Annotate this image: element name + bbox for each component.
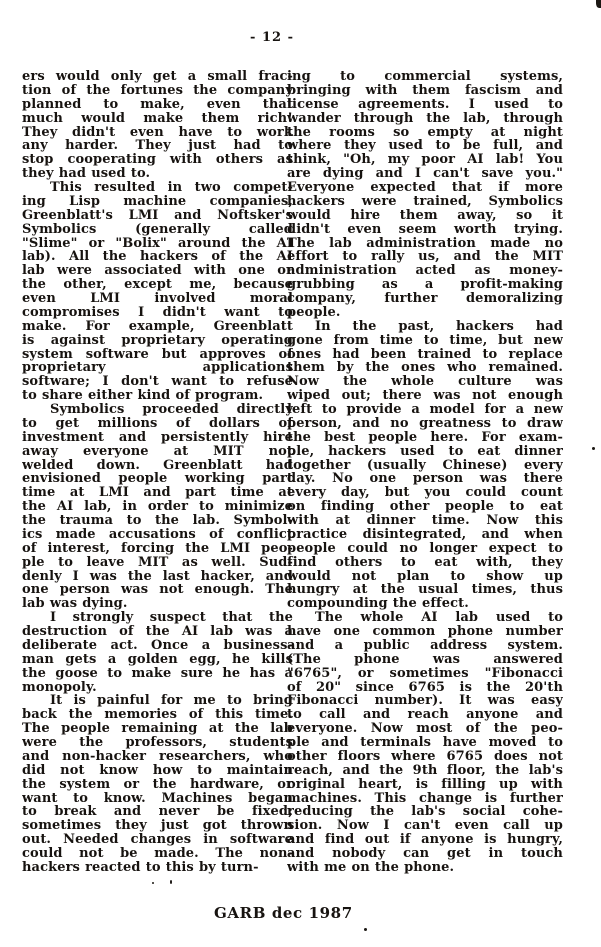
text-line: one person was not enough. The: [22, 583, 293, 598]
text-line: welded down. Greenblatt had: [22, 458, 293, 473]
text-line: people.: [287, 305, 341, 320]
text-line: any harder. They just had to: [22, 139, 293, 154]
text-line: ple to leave MIT as well. Sud-: [22, 555, 293, 570]
text-line: sometimes they just got thrown: [22, 819, 293, 834]
text-line: reach, and the 9th floor, the lab's: [287, 763, 563, 778]
scan-speck: [596, 0, 601, 8]
text-line: the system or the hardware, or: [22, 777, 293, 792]
text-line: the goose to make sure he has a: [22, 666, 293, 681]
text-line: The lab administration made no: [287, 236, 563, 251]
text-line: the other, except me, because: [22, 278, 293, 292]
text-line: and nobody can get in touch: [287, 847, 563, 861]
text-line: back the memories of this time.: [22, 708, 293, 723]
text-line: wander through the lab, through: [287, 111, 563, 126]
text-line: the AI lab, in order to minimize: [22, 500, 293, 514]
text-line: left to provide a model for a new: [287, 403, 563, 417]
text-line: did not know how to maintain: [22, 763, 293, 778]
paragraph: [287, 320, 563, 611]
text-line: other floors where 6765 does not: [287, 749, 563, 764]
text-line: to get millions of dollars of: [22, 416, 293, 431]
text-line: the best people here. For exam-: [287, 430, 563, 445]
text-line: would hire them away, so it: [287, 208, 563, 223]
text-line: stop cooperating with others as: [22, 153, 293, 168]
paragraph: [287, 611, 563, 875]
text-line: ics made accusations of conflict: [22, 527, 293, 542]
text-line: man gets a golden egg, he kills: [22, 652, 293, 667]
text-line: It is painful for me to bring: [50, 694, 293, 709]
text-line: the trauma to the lab. Symbol-: [22, 514, 293, 528]
text-line: lab were associated with one or: [22, 264, 293, 279]
text-line: with me on the phone.: [287, 860, 455, 875]
scan-speck: [170, 880, 172, 884]
text-line: sion. Now I can't even call up: [287, 819, 563, 834]
text-line: of 20" since 6765 is the 20'th: [287, 680, 563, 695]
text-line: time at LMI and part time at: [22, 486, 293, 501]
text-line: person, and no greatness to draw: [287, 416, 563, 431]
text-line: company, further demoralizing: [287, 292, 563, 306]
text-line: people could no longer expect to: [287, 541, 563, 556]
scan-speck: [152, 882, 154, 884]
paragraph: [287, 70, 563, 320]
text-line: the rooms so empty at night: [287, 125, 563, 140]
text-line: ing to commercial systems,: [287, 70, 563, 84]
text-line: didn't even seem worth trying.: [287, 222, 563, 237]
text-line: planned to make, even that: [22, 97, 293, 112]
text-line: Greenblatt's LMI and Noftsker's: [22, 208, 293, 223]
text-line: ing Lisp machine companies,: [22, 194, 293, 209]
paragraph: [22, 181, 293, 403]
text-line: machines. This change is further: [287, 791, 563, 806]
footer-caption: GARB dec 1987: [214, 904, 353, 922]
text-line: ple and terminals have moved to: [287, 736, 563, 750]
text-line: lab was dying.: [22, 597, 128, 612]
text-line: compromises I didn't want to: [22, 305, 293, 320]
text-line: think, "Oh, my poor AI lab! You: [287, 153, 563, 168]
text-line: (The phone was answered: [287, 652, 563, 667]
text-line: proprietary applications: [22, 361, 293, 376]
text-line: compounding the effect.: [287, 597, 469, 612]
text-line: license agreements. I used to: [287, 97, 563, 112]
text-line: them by the ones who remained.: [287, 361, 563, 376]
paragraph: [22, 403, 293, 611]
text-line: gone from time to time, but new: [287, 333, 563, 348]
text-line: with at dinner time. Now this: [287, 514, 563, 528]
text-line: to break and never be fixed;: [22, 805, 293, 820]
text-line: every day, but you could count: [287, 486, 563, 501]
text-line: I strongly suspect that the: [50, 611, 293, 625]
scan-speck: [364, 928, 367, 931]
text-line: system software but approves of: [22, 347, 293, 362]
paragraph: [22, 611, 293, 694]
paragraph: [22, 694, 293, 874]
text-line: "Slime" or "Bolix" around the AI: [22, 236, 293, 251]
text-line: is against proprietary operating: [22, 333, 293, 348]
text-line: to call and reach anyone and: [287, 708, 563, 723]
text-line: reducing the lab's social cohe-: [287, 805, 563, 820]
text-line: where they used to be full, and: [287, 139, 563, 154]
text-line: Fibonacci number). It was easy: [287, 694, 563, 709]
page-number: - 12 -: [250, 30, 294, 45]
text-line: practice disintegrated, and when: [287, 527, 563, 542]
text-line: grubbing as a profit-making: [287, 278, 563, 292]
text-line: administration acted as money-: [287, 264, 563, 279]
text-line: investment and persistently hire: [22, 430, 293, 445]
text-line: original heart, is filling up with: [287, 777, 563, 792]
text-line: effort to rally us, and the MIT: [287, 250, 563, 265]
text-line: together (usually Chinese) every: [287, 458, 563, 473]
text-line: find others to eat with, they: [287, 555, 563, 570]
text-line: day. No one person was there: [287, 472, 563, 487]
text-line: monopoly.: [22, 680, 97, 695]
text-line: This resulted in two compet-: [50, 181, 293, 195]
text-line: they had used to.: [22, 167, 151, 181]
text-line: Now the whole culture was: [287, 375, 563, 390]
text-line: lab). All the hackers of the AI: [22, 250, 293, 265]
text-line: ones had been trained to replace: [287, 347, 563, 362]
text-line: were the professors, students: [22, 736, 293, 750]
text-line: everyone. Now most of the peo-: [287, 722, 563, 736]
text-line: software; I don't want to refuse: [22, 375, 293, 390]
text-line: and non-hacker researchers, who: [22, 749, 293, 764]
text-line: and a public address system.: [287, 638, 563, 653]
text-line: could not be made. The non-: [22, 847, 293, 861]
text-line: deliberate act. Once a business-: [22, 638, 293, 653]
text-line: hackers reacted to this by turn-: [22, 860, 259, 875]
text-line: Everyone expected that if more: [287, 181, 563, 195]
text-line: make. For example, Greenblatt: [22, 319, 293, 334]
text-line: away everyone at MIT not: [22, 444, 293, 459]
text-line: would not plan to show up: [287, 569, 563, 584]
text-line: hungry at the usual times, thus: [287, 583, 563, 598]
left-column: [22, 70, 293, 875]
text-line: ers would only get a small frac-: [22, 70, 293, 84]
text-line: denly I was the last hacker, and: [22, 569, 293, 584]
paragraph: [22, 70, 293, 181]
text-line: In the past, hackers had: [315, 319, 563, 334]
text-line: destruction of the AI lab was a: [22, 625, 293, 639]
text-line: ple, hackers used to eat dinner: [287, 444, 563, 459]
text-line: The whole AI lab used to: [315, 611, 563, 625]
text-line: bringing with them fascism and: [287, 83, 563, 98]
text-line: "6765", or sometimes "Fibonacci: [287, 666, 563, 681]
text-line: Symbolics proceeded directly: [50, 403, 293, 417]
right-column: [287, 70, 563, 875]
text-line: hackers were trained, Symbolics: [287, 194, 563, 209]
text-line: wiped out; there was not enough: [287, 389, 563, 403]
text-line: want to know. Machines began: [22, 791, 293, 806]
text-line: envisioned people working part: [22, 472, 293, 487]
text-line: are dying and I can't save you.": [287, 167, 563, 181]
text-line: even LMI involved moral: [22, 292, 293, 306]
text-line: Symbolics (generally called: [22, 222, 293, 237]
text-line: much would make them rich!: [22, 111, 293, 126]
text-line: out. Needed changes in software: [22, 833, 293, 847]
text-line: of interest, forcing the LMI peo-: [22, 541, 293, 556]
scan-speck: [592, 447, 595, 450]
text-line: have one common phone number: [287, 625, 563, 639]
text-line: to share either kind of program.: [22, 389, 264, 403]
text-line: on finding other people to eat: [287, 500, 563, 514]
text-line: and find out if anyone is hungry,: [287, 833, 563, 847]
text-line: tion of the fortunes the company: [22, 83, 293, 98]
text-line: They didn't even have to work: [22, 125, 293, 140]
text-line: The people remaining at the lab: [22, 722, 293, 736]
